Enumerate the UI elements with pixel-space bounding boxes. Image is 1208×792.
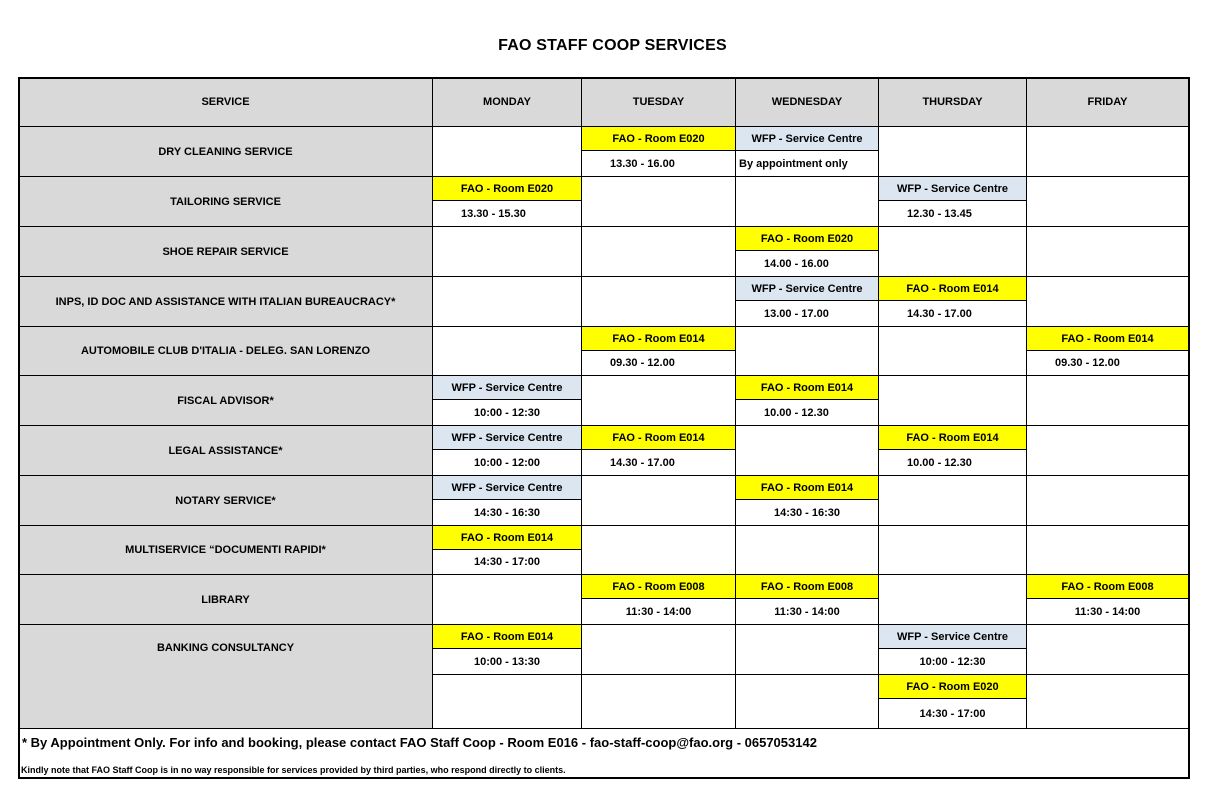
day-cell	[433, 675, 582, 729]
time-slot: 14.30 - 17.00	[907, 307, 972, 320]
fao-room-label: FAO - Room E014	[736, 476, 878, 500]
day-cell	[736, 675, 879, 729]
service-name: TAILORING SERVICE	[19, 177, 433, 227]
day-cell	[736, 526, 879, 575]
day-cell	[433, 376, 582, 426]
day-cell	[736, 177, 879, 227]
appointment-note: * By Appointment Only. For info and booking, please contact FAO Staff Coop - Room E016 - fao-staff-coop@fao.org - 0657053142	[22, 735, 817, 750]
fao-room-label: FAO - Room E014	[736, 376, 878, 400]
fao-room-label: FAO - Room E014	[582, 426, 735, 450]
day-cell	[879, 277, 1027, 327]
time-slot: 12.30 - 13.45	[907, 207, 972, 220]
day-cell	[879, 426, 1027, 476]
footer-divider	[18, 728, 1190, 729]
wfp-service-centre-label: WFP - Service Centre	[433, 376, 581, 400]
time-slot: 14.30 - 17.00	[610, 456, 675, 469]
fao-room-label: FAO - Room E008	[582, 575, 735, 599]
time-slot: 11:30 - 14:00	[1074, 605, 1141, 618]
day-cell	[582, 376, 736, 426]
fao-room-label: FAO - Room E020	[736, 227, 878, 251]
day-cell	[879, 575, 1027, 625]
wfp-service-centre-label: WFP - Service Centre	[736, 277, 878, 301]
day-cell	[879, 526, 1027, 575]
day-cell	[1027, 277, 1189, 327]
day-cell	[433, 127, 582, 177]
service-name: AUTOMOBILE CLUB D'ITALIA - DELEG. SAN LORENZO	[19, 327, 433, 376]
header-thursday: THURSDAY	[879, 78, 1027, 127]
day-cell	[879, 127, 1027, 177]
time-slot: 13.30 - 16.00	[610, 157, 675, 170]
service-name: BANKING CONSULTANCY	[19, 625, 433, 729]
time-slot: 14:30 - 16:30	[473, 506, 541, 519]
time-slot: 11:30 - 14:00	[774, 605, 840, 618]
header-service: SERVICE	[19, 78, 433, 127]
day-cell	[1027, 426, 1189, 476]
day-cell	[582, 327, 736, 376]
time-slot: 11:30 - 14:00	[625, 605, 692, 618]
header-friday: FRIDAY	[1027, 78, 1189, 127]
day-cell	[433, 177, 582, 227]
time-slot: 10.00 - 12.30	[764, 406, 829, 419]
time-slot: 13.30 - 15.30	[461, 207, 526, 220]
wfp-service-centre-label: WFP - Service Centre	[879, 625, 1026, 649]
day-cell	[879, 327, 1027, 376]
header-tuesday: TUESDAY	[582, 78, 736, 127]
wfp-service-centre-label: WFP - Service Centre	[879, 177, 1026, 201]
time-slot: 13.00 - 17.00	[764, 307, 829, 320]
time-slot: 10:00 - 13:30	[473, 655, 541, 668]
day-cell	[582, 625, 736, 675]
day-cell	[433, 476, 582, 526]
day-cell	[879, 376, 1027, 426]
fao-room-label: FAO - Room E014	[1027, 327, 1188, 351]
time-slot: 09.30 - 12.00	[1055, 357, 1120, 369]
day-cell	[1027, 177, 1189, 227]
day-cell	[1027, 127, 1189, 177]
day-cell	[879, 227, 1027, 277]
day-cell	[433, 575, 582, 625]
day-cell	[582, 526, 736, 575]
fao-room-label: FAO - Room E020	[582, 127, 735, 151]
fao-room-label: FAO - Room E014	[582, 327, 735, 351]
day-cell	[582, 426, 736, 476]
day-cell	[736, 426, 879, 476]
day-cell	[582, 675, 736, 729]
fao-room-label: FAO - Room E020	[433, 177, 581, 201]
day-cell	[582, 227, 736, 277]
day-cell	[736, 376, 879, 426]
day-cell	[736, 277, 879, 327]
service-name: NOTARY SERVICE*	[19, 476, 433, 526]
time-slot: 14:30 - 16:30	[773, 506, 841, 519]
day-cell	[879, 476, 1027, 526]
service-name: INPS, ID DOC AND ASSISTANCE WITH ITALIAN BUREAUCRACY*	[19, 277, 433, 327]
day-cell	[736, 227, 879, 277]
day-cell	[736, 327, 879, 376]
day-cell	[736, 127, 879, 177]
day-cell	[582, 476, 736, 526]
day-cell	[1027, 476, 1189, 526]
service-name: LIBRARY	[19, 575, 433, 625]
day-cell	[1027, 227, 1189, 277]
day-cell	[1027, 327, 1189, 376]
day-cell	[433, 526, 582, 575]
wfp-service-centre-label: WFP - Service Centre	[433, 476, 581, 500]
day-cell	[582, 177, 736, 227]
time-slot: 10.00 - 12.30	[907, 456, 972, 469]
day-cell	[736, 575, 879, 625]
day-cell	[433, 227, 582, 277]
day-cell	[582, 277, 736, 327]
time-slot: 14:30 - 17:00	[473, 556, 541, 568]
day-cell	[582, 127, 736, 177]
fao-room-label: FAO - Room E008	[1027, 575, 1188, 599]
day-cell	[433, 625, 582, 675]
time-slot: 10:00 - 12:00	[473, 456, 541, 469]
time-slot: 14.00 - 16.00	[764, 257, 829, 270]
day-cell	[1027, 575, 1189, 625]
time-slot: 14:30 - 17:00	[919, 707, 986, 720]
disclaimer-note: Kindly note that FAO Staff Coop is in no way responsible for services provided by third parties, who respond directly to clients.	[21, 765, 566, 775]
time-slot: 10:00 - 12:30	[473, 406, 541, 419]
wfp-service-centre-label: WFP - Service Centre	[736, 127, 878, 151]
service-name: FISCAL ADVISOR*	[19, 376, 433, 426]
wfp-service-centre-label: WFP - Service Centre	[433, 426, 581, 450]
day-cell	[1027, 376, 1189, 426]
fao-room-label: FAO - Room E014	[433, 625, 581, 649]
day-cell	[736, 476, 879, 526]
fao-room-label: FAO - Room E014	[433, 526, 581, 550]
day-cell	[879, 177, 1027, 227]
day-cell	[736, 625, 879, 675]
day-cell	[433, 426, 582, 476]
day-cell	[1027, 526, 1189, 575]
time-slot: 10:00 - 12:30	[919, 655, 986, 668]
time-slot: By appointment only	[739, 157, 848, 170]
day-cell	[1027, 675, 1189, 729]
day-cell	[433, 277, 582, 327]
time-slot: 09.30 - 12.00	[610, 357, 675, 369]
day-cell	[879, 675, 1027, 729]
day-cell	[433, 327, 582, 376]
day-cell	[879, 625, 1027, 675]
fao-room-label: FAO - Room E020	[879, 675, 1026, 699]
header-monday: MONDAY	[433, 78, 582, 127]
service-name: MULTISERVICE “DOCUMENTI RAPIDI*	[19, 526, 433, 575]
page-title: FAO STAFF COOP SERVICES	[498, 37, 727, 54]
day-cell	[582, 575, 736, 625]
day-cell	[1027, 625, 1189, 675]
service-name: LEGAL ASSISTANCE*	[19, 426, 433, 476]
fao-room-label: FAO - Room E014	[879, 426, 1026, 450]
service-name: DRY CLEANING SERVICE	[19, 127, 433, 177]
fao-room-label: FAO - Room E014	[879, 277, 1026, 301]
fao-room-label: FAO - Room E008	[736, 575, 878, 599]
service-name: SHOE REPAIR SERVICE	[19, 227, 433, 277]
header-wednesday: WEDNESDAY	[736, 78, 879, 127]
